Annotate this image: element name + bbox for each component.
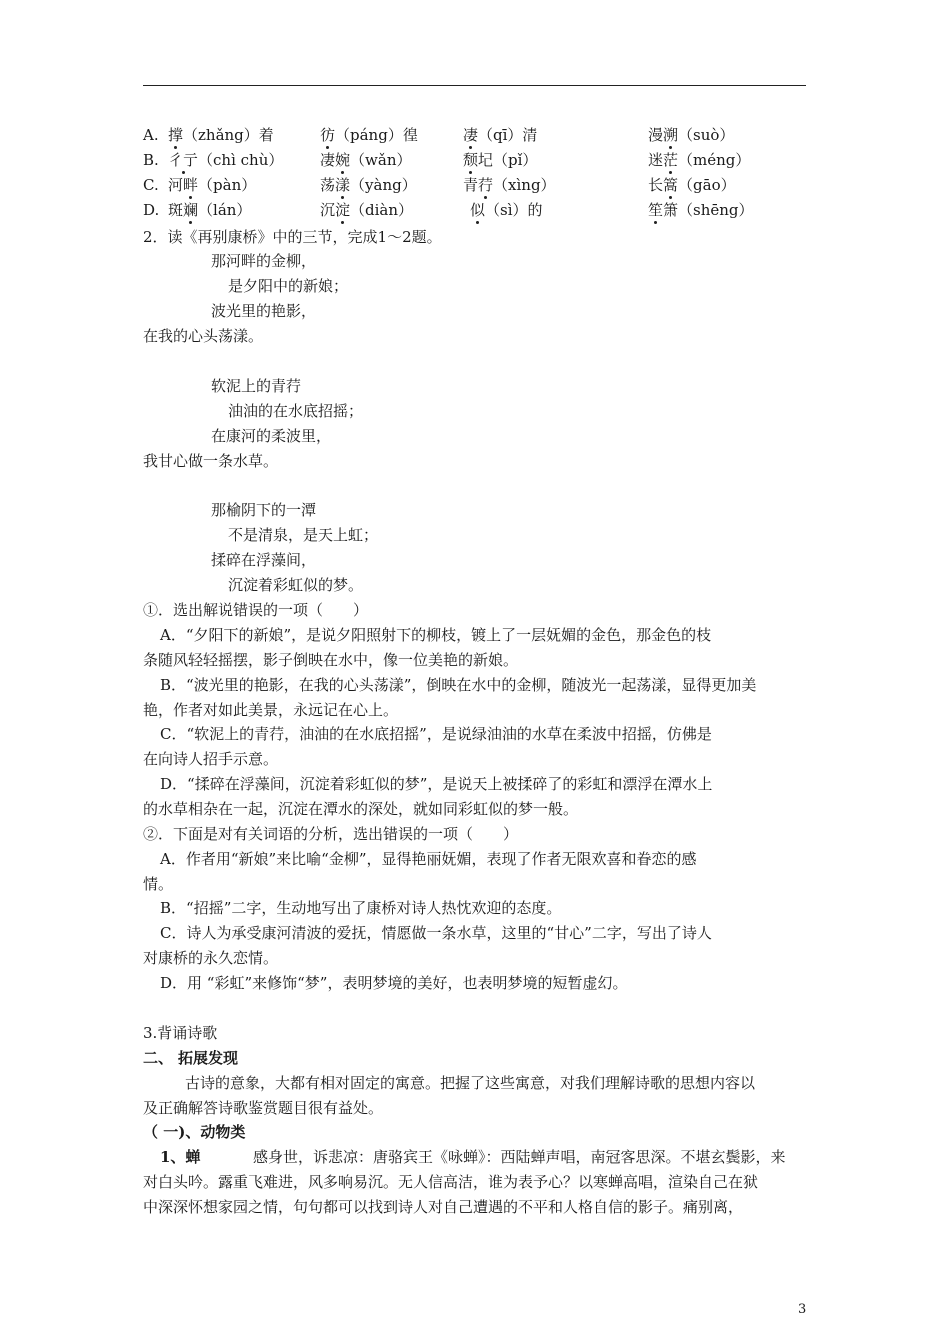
choice-d-cont: 的水草相杂在一起，沉淀在潭水的深处，就如同彩虹似的梦一般。 [143, 800, 579, 818]
choice-c: C．诗人为承受康河清波的爱抚，情愿做一条水草，这里的“甘心”二字，写出了诗人 [160, 924, 712, 942]
option-text: （xìng） [493, 176, 556, 194]
poem-line: 是夕阳中的新娘； [228, 277, 349, 295]
dotted-char: 斓 [183, 201, 199, 219]
dotted-char: 溯 [663, 126, 679, 144]
header-rule [143, 85, 806, 86]
option-letter: B. [143, 151, 159, 169]
dotted-char: 篙 [663, 176, 679, 194]
option-word [320, 200, 413, 220]
choice-a: A．作者用“新娘”来比喻“金柳”，显得艳丽妩媚，表现了作者无限欢喜和眷恋的感 [160, 850, 697, 868]
item-text: 感身世，诉悲凉：唐骆宾王《咏蝉》：西陆蝉声唱，南冠客思深。不堪玄鬓影，来 [253, 1148, 786, 1166]
option-text: 箫（shēng） [663, 201, 754, 219]
option-letter: D. [143, 201, 160, 219]
option-text: （méng） [678, 151, 751, 169]
option-letter: C. [143, 176, 159, 194]
choice-d: D．用 “彩虹”来修饰“梦”，表明梦境的美好，也表明梦境的短暂虚幻。 [160, 974, 628, 992]
dotted-char: 婉 [335, 151, 351, 169]
option-text: （yàng） [350, 176, 417, 194]
choice-a-cont: 条随风轻轻摇摆，影子倒映在水中，像一位美艳的新娘。 [143, 651, 519, 669]
poem-line: 在我的心头荡漾。 [143, 327, 264, 345]
choice-c: C．“软泥上的青荇，油油的在水底招摇”，是说绿油油的水草在柔波中招摇，仿佛是 [160, 725, 712, 743]
question-2-2-stem: ②．下面是对有关词语的分析，选出错误的一项（ ） [143, 825, 519, 843]
choice-b-cont: 艳，作者对如此美景，永远记在心上。 [143, 701, 399, 719]
option-text: （lán） [198, 201, 252, 219]
option-word [168, 150, 283, 170]
choice-c-cont: 在向诗人招手示意。 [143, 750, 279, 768]
section-heading: 拓展发现 [178, 1049, 239, 1067]
choice-b: B．“波光里的艳影，在我的心头荡漾”，倒映在水中的金柳，随波光一起荡漾，显得更加美 [160, 676, 757, 694]
poem-line: 不是清泉，是天上虹； [228, 526, 379, 544]
choice-a: A．“夕阳下的新娘”，是说夕阳照射下的柳枝，镀上了一层妩媚的金色，那金色的枝 [160, 626, 712, 644]
poem-line: 油油的在水底招摇； [228, 402, 364, 420]
option-text: （sì）的 [485, 201, 543, 219]
option-text: 凄 [320, 151, 336, 169]
option-letter: A. [143, 126, 159, 144]
option-text: （páng）徨 [335, 126, 418, 144]
option-word [470, 200, 543, 220]
option-text: 沉 [320, 201, 336, 219]
intro-paragraph-cont: 及正确解答诗歌鉴赏题目很有益处。 [143, 1099, 384, 1117]
dotted-char: 似 [470, 201, 486, 219]
question-3: 3.背诵诗歌 [143, 1024, 218, 1042]
option-word [648, 150, 750, 170]
option-word [648, 200, 754, 220]
item-label: 1、蝉 [160, 1148, 201, 1166]
poem-line: 那河畔的金柳， [211, 252, 317, 270]
option-word [648, 175, 736, 195]
poem-line: 揉碎在浮藻间， [211, 551, 317, 569]
choice-b: B．“招摇”二字，生动地写出了康桥对诗人热忱欢迎的态度。 [160, 899, 562, 917]
choice-c-cont: 对康桥的永久恋情。 [143, 949, 279, 967]
intro-paragraph: 古诗的意象，大都有相对固定的寓意。把握了这些寓意，对我们理解诗歌的思想内容以 [185, 1074, 756, 1092]
poem-line: 那榆阴下的一潭 [211, 501, 317, 519]
dotted-char: 彷 [320, 126, 336, 144]
dotted-char: 畔 [183, 176, 199, 194]
dotted-char: 淀 [335, 201, 351, 219]
option-word [168, 175, 256, 195]
option-word [648, 125, 734, 145]
option-text: 荡 [320, 176, 336, 194]
option-word [320, 175, 417, 195]
option-text: （zhǎng）着 [183, 126, 274, 144]
option-text: 迷 [648, 151, 664, 169]
option-text: （chì chù） [198, 151, 284, 169]
dotted-char: 凄 [463, 126, 479, 144]
option-word [463, 175, 556, 195]
poem-line: 在康河的柔波里， [211, 427, 332, 445]
category-heading: （ 一)、动物类 [143, 1123, 246, 1141]
option-word [463, 125, 537, 145]
dotted-char: 颓 [463, 151, 479, 169]
option-word [463, 150, 537, 170]
choice-a-cont: 情。 [143, 875, 174, 893]
option-text: 圮（pǐ） [478, 151, 538, 169]
poem-line: 沉淀着彩虹似的梦。 [228, 576, 364, 594]
option-text: （qī）清 [478, 126, 538, 144]
poem-line: 软泥上的青荇 [211, 377, 302, 395]
item-text-cont: 中深深怀想家园之情，句句都可以找到诗人对自己遭遇的不平和人格自信的影子。痛别离， [143, 1198, 744, 1216]
option-text: （diàn） [350, 201, 414, 219]
option-word [320, 125, 418, 145]
dotted-char: 荇 [478, 176, 494, 194]
dotted-char: 彳亍 [168, 151, 199, 169]
section-heading-num: 二、 [143, 1049, 174, 1067]
page-number: 3 [798, 1302, 807, 1317]
choice-d: D．“揉碎在浮藻间，沉淀着彩虹似的梦”，是说天上被揉碎了的彩虹和漂浮在潭水上 [160, 775, 713, 793]
option-text: （wǎn） [350, 151, 412, 169]
poem-line: 波光里的艳影， [211, 302, 317, 320]
option-text: （pàn） [198, 176, 257, 194]
option-word [168, 125, 274, 145]
dotted-char: 撑 [168, 126, 184, 144]
option-text: 漫 [648, 126, 664, 144]
option-text: 长 [648, 176, 664, 194]
option-text: 青 [463, 176, 479, 194]
item-text-cont: 对白头吟。露重飞难进，风多响易沉。无人信高洁，谁为表予心？以寒蝉高唱，渲染自己在狱 [143, 1173, 759, 1191]
option-word [320, 150, 411, 170]
option-word [168, 200, 251, 220]
dotted-char: 漾 [335, 176, 351, 194]
question-2-1-stem: ①．选出解说错误的一项（ ） [143, 601, 369, 619]
option-text: （gāo） [678, 176, 736, 194]
option-text: 河 [168, 176, 184, 194]
dotted-char: 茫 [663, 151, 679, 169]
option-text: （suò） [678, 126, 735, 144]
dotted-char: 笙 [648, 201, 664, 219]
poem-line: 我甘心做一条水草。 [143, 452, 279, 470]
option-text: 斑 [168, 201, 184, 219]
question-2-title: 2．读《再别康桥》中的三节，完成1～2题。 [143, 228, 442, 246]
